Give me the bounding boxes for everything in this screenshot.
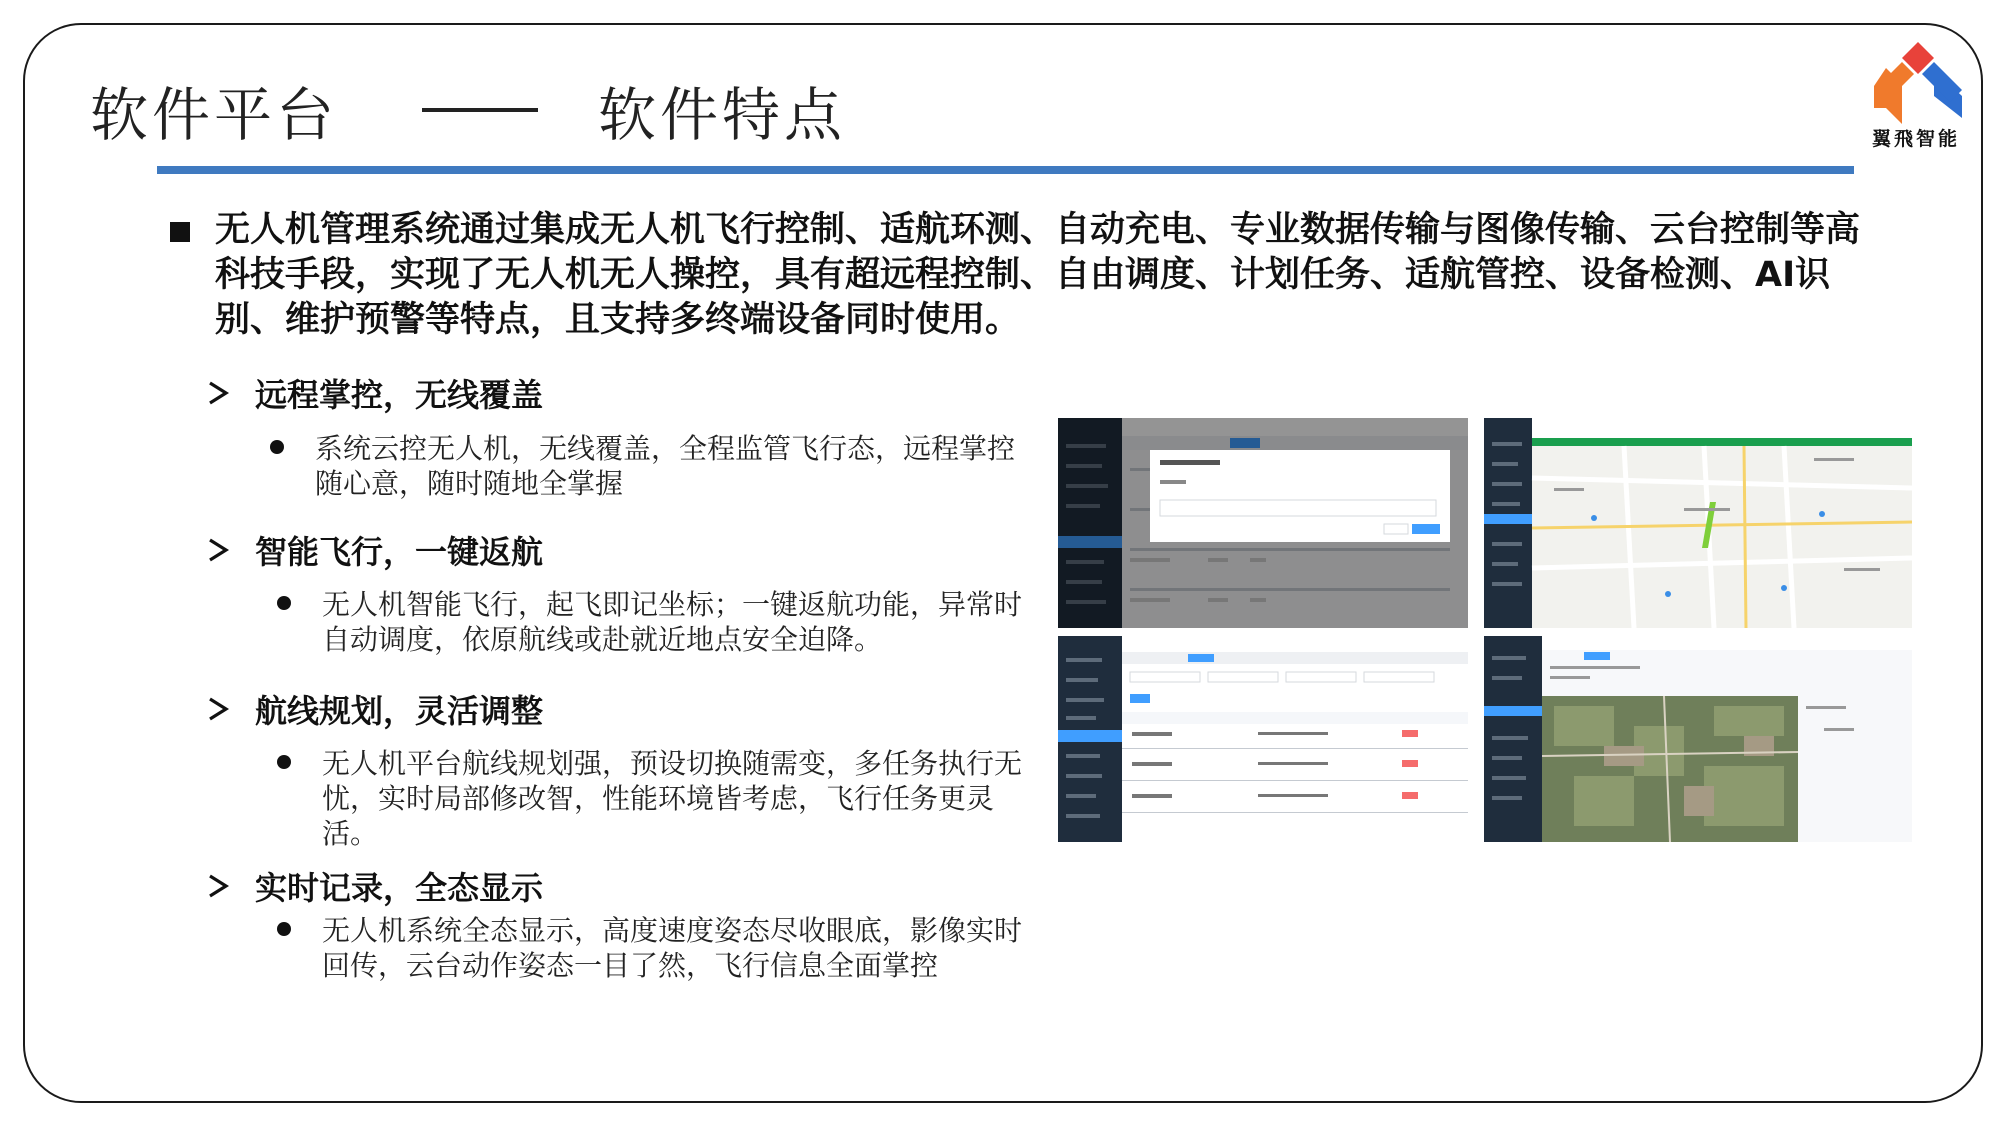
intro-text: 无人机管理系统通过集成无人机飞行控制、适航环测、自动充电、专业数据传输与图像传输、云台控制等高科技手段，实现了无人机无人操控，具有超远程控制、自由调度、计划任务、适航管控、设备检测、AI识别、维护预警等特点，且支持多终端设备同时使用。 — [215, 210, 1861, 340]
screenshot-dialog — [1058, 418, 1468, 628]
feature-text-1: 系统云控无人机，无线覆盖，全程监管飞行态，远程掌控随心意，随时随地全掌握 — [315, 432, 1016, 500]
feature-text-3: 无人机平台航线规划强，预设切换随需变，多任务执行无忧，实时局部修改智，性能环境皆考虑，飞行任务更灵活。 — [322, 747, 1023, 850]
title-underline — [157, 166, 1854, 174]
dot-icon — [277, 922, 291, 936]
feature-title-4 — [205, 863, 543, 909]
dot-icon — [277, 755, 291, 769]
dot-icon — [270, 440, 284, 454]
screenshot-table — [1058, 636, 1468, 842]
title-dash — [422, 108, 538, 112]
arrow-right-icon — [205, 537, 231, 563]
feature-text-4: 无人机系统全态显示，高度速度姿态尽收眼底，影像实时回传，云台动作姿态一目了然，飞行信息全面掌控 — [322, 914, 1023, 982]
arrow-right-icon — [205, 380, 231, 406]
feature-title-3 — [205, 686, 543, 732]
intro-block — [170, 208, 1890, 343]
title-right: 软件特点 — [598, 81, 847, 149]
feature-title-1 — [205, 370, 543, 416]
arrow-right-icon — [205, 873, 231, 899]
feature-title-label: 远程掌控，无线覆盖 — [255, 376, 544, 414]
logo-text: 翼飛智能 — [1871, 128, 1960, 150]
title-left: 软件平台 — [90, 81, 339, 149]
screenshot-satellite — [1484, 636, 1912, 842]
arrow-right-icon — [205, 696, 231, 722]
feature-title-2 — [205, 527, 543, 573]
feature-title-label: 实时记录，全态显示 — [255, 869, 544, 907]
feature-title-label: 航线规划，灵活调整 — [255, 692, 544, 730]
dot-icon — [277, 596, 291, 610]
square-bullet-icon — [170, 222, 190, 242]
feature-text-2: 无人机智能飞行，起飞即记坐标；一键返航功能，异常时自动调度，依原航线或赴就近地点安全迫降。 — [322, 588, 1023, 656]
screenshot-map — [1484, 418, 1912, 628]
feature-title-label: 智能飞行，一键返航 — [255, 533, 544, 571]
slide-title — [90, 70, 846, 150]
